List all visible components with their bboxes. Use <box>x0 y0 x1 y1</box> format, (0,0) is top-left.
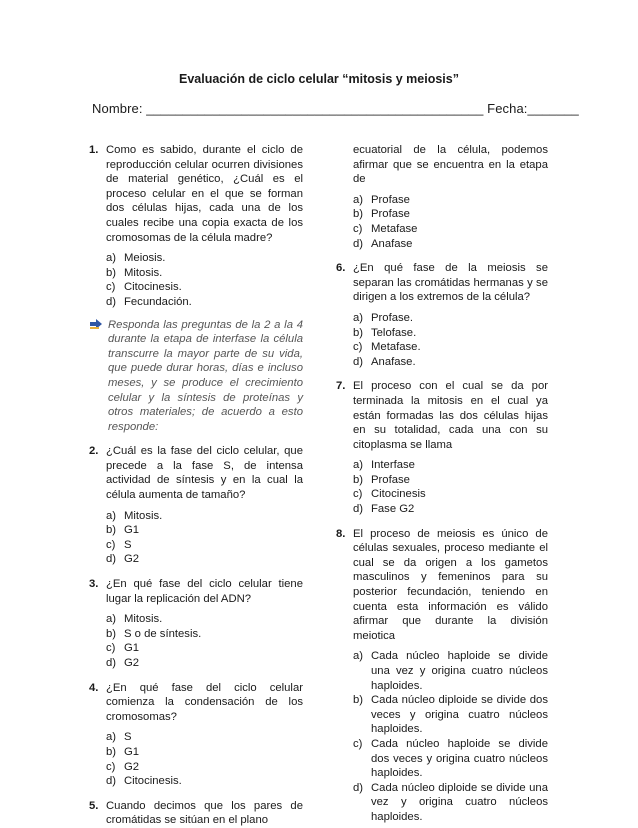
option-letter: c) <box>106 281 116 294</box>
answer-option <box>106 774 303 789</box>
answer-option <box>353 311 548 326</box>
option-letter: b) <box>353 326 364 339</box>
option-text: G1 <box>124 745 140 758</box>
option-letter: b) <box>353 694 364 707</box>
option-letter: b) <box>106 524 117 537</box>
option-letter: d) <box>106 775 117 788</box>
question-number: 3. <box>89 578 99 591</box>
question-6 <box>336 261 548 369</box>
instruction-note <box>89 318 303 435</box>
right-column <box>336 143 548 825</box>
question-text-part-2: ecuatorial de la célula, podemos afirmar que se encuentra en la etapa de <box>353 144 548 186</box>
option-text: Citocinesis. <box>124 775 182 788</box>
page-title: Evaluación de ciclo celular “mitosis y meiosis” <box>179 72 459 86</box>
question-text: ¿En qué fase del ciclo celular tiene lugar la replicación del ADN? <box>106 578 303 605</box>
answer-option <box>353 458 548 473</box>
answer-option <box>106 760 303 775</box>
option-letter: d) <box>106 657 117 669</box>
option-letter: b) <box>106 627 117 640</box>
option-letter: a) <box>353 311 364 324</box>
answer-option <box>106 538 303 553</box>
option-letter: a) <box>353 193 364 206</box>
question-number: 4. <box>89 681 99 694</box>
question-number: 1. <box>89 144 99 156</box>
answer-option <box>106 280 303 295</box>
option-text: Metafase <box>371 222 418 235</box>
option-letter: a) <box>106 509 117 522</box>
left-column <box>89 143 303 828</box>
option-text: Profase <box>371 193 410 206</box>
answer-option <box>353 207 548 222</box>
option-text: Citocinesis <box>371 488 426 501</box>
answer-option <box>106 552 303 567</box>
option-letter: b) <box>353 208 364 221</box>
option-text: Telofase. <box>371 326 417 339</box>
option-text: Fase G2 <box>371 503 415 516</box>
question-1 <box>89 143 303 310</box>
option-text: Fecundación. <box>124 295 192 308</box>
answer-options <box>106 730 303 788</box>
question-7 <box>336 379 548 516</box>
option-text: G2 <box>124 760 140 773</box>
answer-option <box>353 473 548 488</box>
option-text: Mitosis. <box>124 266 163 279</box>
question-number: 8. <box>336 527 346 540</box>
arrow-bullet-icon <box>90 319 103 329</box>
option-text: G2 <box>124 553 140 566</box>
answer-option <box>353 502 548 517</box>
instruction-text: Responda las preguntas de la 2 a la 4 durante la etapa de interfase la célula transcurre la mayor parte de su vida, que puede durar horas, días e incluso meses, y se produce el crecimiento celular y la síntesis de proteínas y otros materiales; de acuerdo a esto responde: <box>108 318 303 433</box>
option-text: Meiosis. <box>124 252 166 265</box>
question-text-part-1: Cuando decimos que los pares de cromátidas se sitúan en el plano <box>106 799 303 827</box>
option-letter: d) <box>353 355 364 368</box>
option-text: Anafase. <box>371 355 416 368</box>
option-letter: d) <box>353 781 364 794</box>
option-letter: b) <box>106 266 117 279</box>
name-date-line: Nombre: ______________________________________________ Fecha:_______ <box>92 101 579 116</box>
question-4 <box>89 681 303 789</box>
option-letter: d) <box>106 295 117 308</box>
option-text: G2 <box>124 657 140 669</box>
question-number: 5. <box>89 799 99 812</box>
option-text: S <box>124 731 132 744</box>
answer-option <box>106 266 303 281</box>
option-letter: c) <box>353 737 363 750</box>
answer-option <box>106 641 303 656</box>
option-letter: c) <box>353 341 363 354</box>
option-text: Citocinesis. <box>124 281 182 294</box>
question-number: 7. <box>336 380 346 393</box>
answer-option <box>353 693 548 737</box>
option-letter: a) <box>353 650 364 663</box>
answer-options <box>106 509 303 567</box>
question-3 <box>89 577 303 671</box>
option-letter: b) <box>106 745 117 758</box>
option-letter: a) <box>106 731 117 744</box>
option-letter: d) <box>106 553 117 566</box>
answer-option <box>106 627 303 642</box>
option-text: Profase <box>371 208 410 221</box>
option-text: S <box>124 538 132 551</box>
option-letter: d) <box>353 503 364 516</box>
question-text: ¿En qué fase de la meiosis se separan las cromátidas hermanas y se dirigen a los extremos de la célula? <box>353 262 548 304</box>
option-text: Profase. <box>371 311 414 324</box>
option-letter: c) <box>106 642 116 655</box>
question-8 <box>336 527 548 825</box>
answer-option <box>106 656 303 671</box>
answer-option <box>353 237 548 252</box>
answer-option <box>106 509 303 524</box>
answer-options <box>106 612 303 670</box>
question-text: ¿En qué fase del ciclo celular comienza la condensación de los cromosomas? <box>106 681 303 723</box>
option-text: Mitosis. <box>124 613 163 626</box>
option-letter: d) <box>353 237 364 250</box>
option-letter: c) <box>106 760 116 773</box>
option-text: S o de síntesis. <box>124 627 202 640</box>
answer-options <box>106 251 303 309</box>
option-text: Cada núcleo diploide se divide dos veces y origina cuatro núcleos haploides. <box>371 694 548 736</box>
answer-options <box>353 193 548 251</box>
question-text: El proceso de meiosis es único de células sexuales, proceso mediante el cual se da origen a los gametos masculinos y femeninos para su posterior fecundación, teniendo en cuenta esta información es válido afirmar que durante la división meiotica <box>353 527 548 642</box>
option-text: Cada núcleo diploide se divide una vez y origina cuatro núcleos haploides. <box>371 781 548 823</box>
option-text: Cada núcleo haploide se divide dos veces y origina cuatro núcleos haploides. <box>371 737 548 780</box>
answer-option <box>106 295 303 310</box>
answer-options <box>353 311 548 369</box>
answer-option <box>106 612 303 627</box>
option-text: Mitosis. <box>124 509 163 522</box>
option-letter: b) <box>353 473 364 486</box>
option-text: G1 <box>124 642 140 655</box>
answer-options <box>353 458 548 516</box>
option-text: Interfase <box>371 459 415 472</box>
option-text: Metafase. <box>371 341 421 354</box>
question-number: 2. <box>89 445 99 458</box>
answer-option <box>106 251 303 266</box>
answer-option <box>353 222 548 237</box>
question-number: 6. <box>336 262 346 275</box>
answer-option <box>353 487 548 502</box>
option-letter: a) <box>106 252 117 265</box>
option-text: Cada núcleo haploide se divide una vez y origina cuatro núcleos haploides. <box>371 650 548 692</box>
answer-option <box>106 745 303 760</box>
question-2 <box>89 444 303 567</box>
question-5-continued <box>336 143 548 251</box>
option-letter: a) <box>106 613 117 626</box>
question-text: ¿Cuál es la fase del ciclo celular, que precede a la fase S, de intensa actividad de síntesis y en la cual la célula aumenta de tamaño? <box>106 445 303 502</box>
answer-option <box>353 193 548 208</box>
answer-option <box>353 326 548 341</box>
option-text: Anafase <box>371 237 413 250</box>
answer-option <box>353 355 548 370</box>
option-text: Profase <box>371 473 410 486</box>
answer-options <box>353 649 548 824</box>
question-text: El proceso con el cual se da por terminada la mitosis en el cual ya están formadas las dos células hijas en su totalidad, cada una con su citoplasma se llama <box>353 380 548 451</box>
question-text: Como es sabido, durante el ciclo de reproducción celular ocurren divisiones de material genético, ¿Cuál es el proceso celular en el que se forman dos células hijas, cada una de los cuales recibe una copia exacta de los cromosomas de la célula madre? <box>106 144 303 244</box>
answer-option <box>353 340 548 355</box>
answer-option <box>353 649 548 693</box>
answer-option <box>106 730 303 745</box>
answer-option <box>106 523 303 538</box>
answer-option <box>353 781 548 825</box>
option-letter: c) <box>353 488 363 501</box>
option-letter: c) <box>106 538 116 551</box>
option-letter: c) <box>353 222 363 235</box>
option-text: G1 <box>124 524 140 537</box>
option-letter: a) <box>353 459 364 472</box>
answer-option <box>353 737 548 781</box>
question-5 <box>89 799 303 828</box>
